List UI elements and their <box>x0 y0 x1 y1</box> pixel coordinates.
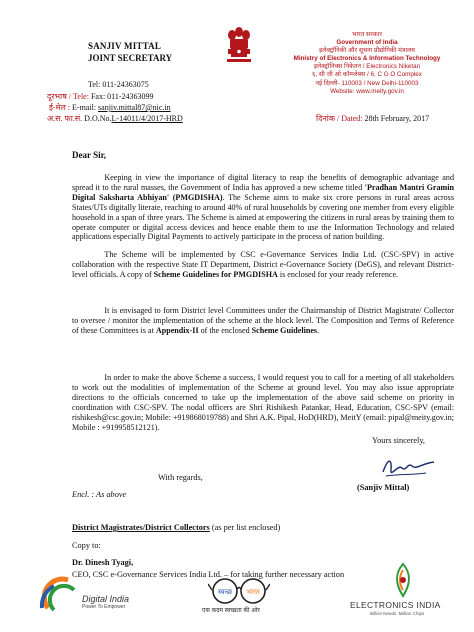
swachh-bharat-glasses-icon <box>208 574 270 606</box>
bharat-word: भारत <box>246 588 260 596</box>
address-line: भारत सरकार <box>352 31 382 38</box>
sender-name: SANJIV MITTAL <box>88 41 162 51</box>
sender-designation: JOINT SECRETARY <box>88 53 173 63</box>
copy-to-label: Copy to: <box>72 541 101 550</box>
swachh-word: स्वच्छ <box>217 588 233 596</box>
fax-label: दूरभाष / Tele: <box>47 92 89 101</box>
paragraph-1: Keeping in view the importance of digital literacy to reap the benefits of demographic advantage and spread it to the rural masses, the Government of India has approved a new scheme titled 'Pradhan Mantri Gramin Digital Saksharta Abhiyan' (PMGDISHA). The Scheme aims to make six crore persons in rural areas across States/UTs digitally literate, reaching to around 40% of rural households by covering one member from every eligible household in a span of three years. The Scheme is aimed at empowering the citizens in rural areas by training them to operate computer or digital access devices and hence enable them to use the Information Technology and related applications especially Digital Payments to actively participate in the process of nation building. <box>72 173 454 242</box>
date-value: 28th February, 2017 <box>364 114 430 123</box>
email-prefix: E-mail: <box>72 103 99 112</box>
address-line: इलेक्ट्रॉनिकी और सूचना प्रौद्योगिकी मंत्रालय <box>319 47 415 55</box>
closing-regards: With regards, <box>158 473 203 482</box>
ministry-address <box>282 31 452 96</box>
national-emblem-icon <box>224 23 254 65</box>
address-line: ६, सी जी ओ कॉम्प्लेक्स / 6, C G O Complex <box>312 71 422 79</box>
address-line: Government of India <box>336 39 398 47</box>
electronics-india-tagline: Billion Needs. Million Chips <box>370 611 425 616</box>
signature-image <box>378 454 438 482</box>
recipient-rest: (as per list enclosed) <box>209 523 281 532</box>
recipient-line <box>72 523 280 532</box>
closing-sincerely: Yours sincerely, <box>372 436 426 445</box>
enclosure-note: Encl. : As above <box>72 490 127 499</box>
email-link[interactable]: sanjiv.mittal87@nic.in <box>98 103 171 112</box>
address-line: नई दिल्ली- 110003 / New Delhi-110003 <box>315 79 419 87</box>
swachh-bharat-tagline: एक कदम स्वच्छता की ओर <box>202 608 260 614</box>
sender-fax <box>47 91 154 102</box>
digital-india-tagline: Power To Empower <box>82 604 126 610</box>
signatory-name: (Sanjiv Mittal) <box>357 483 410 492</box>
website-link[interactable]: Website: www.meity.gov.in <box>330 87 404 95</box>
letter-date <box>316 113 429 124</box>
date-label: दिनांक / Dated: <box>316 114 363 123</box>
salutation: Dear Sir, <box>72 150 107 160</box>
address-line: Ministry of Electronics & Information Technology <box>293 55 441 63</box>
reference-number <box>47 113 183 124</box>
electronics-india-text: ELECTRONICS INDIA <box>350 600 441 610</box>
sender-email <box>49 102 171 113</box>
address-line: इलेक्ट्रॉनिक्स निकेतन / Electronics Niketan <box>313 63 421 71</box>
recipient-bold: District Magistrates/District Collectors <box>72 523 210 532</box>
fax-value: Fax: 011-24363099 <box>90 92 154 101</box>
cc-name: Dr. Dinesh Tyagi, <box>72 558 134 567</box>
paragraph-2: The Scheme will be implemented by CSC e-Governance Services India Ltd. (CSC-SPV) in active collaboration with the respective State IT Department, District e-Governance Society (DeGS), and relevant District-level officials. A copy of Scheme Guidelines for PMGDISHA is enclosed for your ready reference. <box>72 250 454 279</box>
email-label: ई-मेल : <box>49 103 71 112</box>
ref-value: L-14011/4/2017-HRD <box>111 114 183 123</box>
digital-india-text: Digital India <box>82 594 130 604</box>
cc-detail: CEO, CSC e-Governance Services India Ltd. – for taking further necessary action <box>72 570 345 579</box>
ref-prefix: D.O.No. <box>84 114 112 123</box>
electronics-india-logo-icon <box>388 560 418 600</box>
digital-india-logo-icon <box>28 568 178 618</box>
paragraph-3: It is envisaged to form District level Committees under the Chairmanship of District Magistrate/ Collector to oversee / monitor the implementation of the scheme at the block level. The Composition and Terms of Reference of these Committees is at Appendix-II of the enclosed Scheme Guidelines. <box>72 306 454 335</box>
paragraph-4: In order to make the above Scheme a success, I would request you to call for a meeting of all stakeholders to work out the modalities of implementation of the Scheme at ground level. You may also issue appropriate directions to the officials concerned to take up the implementation of the above said scheme on priority in coordination with CSC-SPV. The nodal officers are Shri Rishikesh Patankar, Head, Education, CSC-SPV (email: rishikesh@csc.gov.in; Mobile: +919868019788) and Shri A.K. Pipal, HoD(HRD), MeitY (email: pipal@meity.gov.in; Mobile : +919958512121). <box>72 373 454 432</box>
ref-label: अ.स. फा.सं. <box>47 114 83 123</box>
sender-tel: Tel: 011-24363075 <box>88 80 149 89</box>
